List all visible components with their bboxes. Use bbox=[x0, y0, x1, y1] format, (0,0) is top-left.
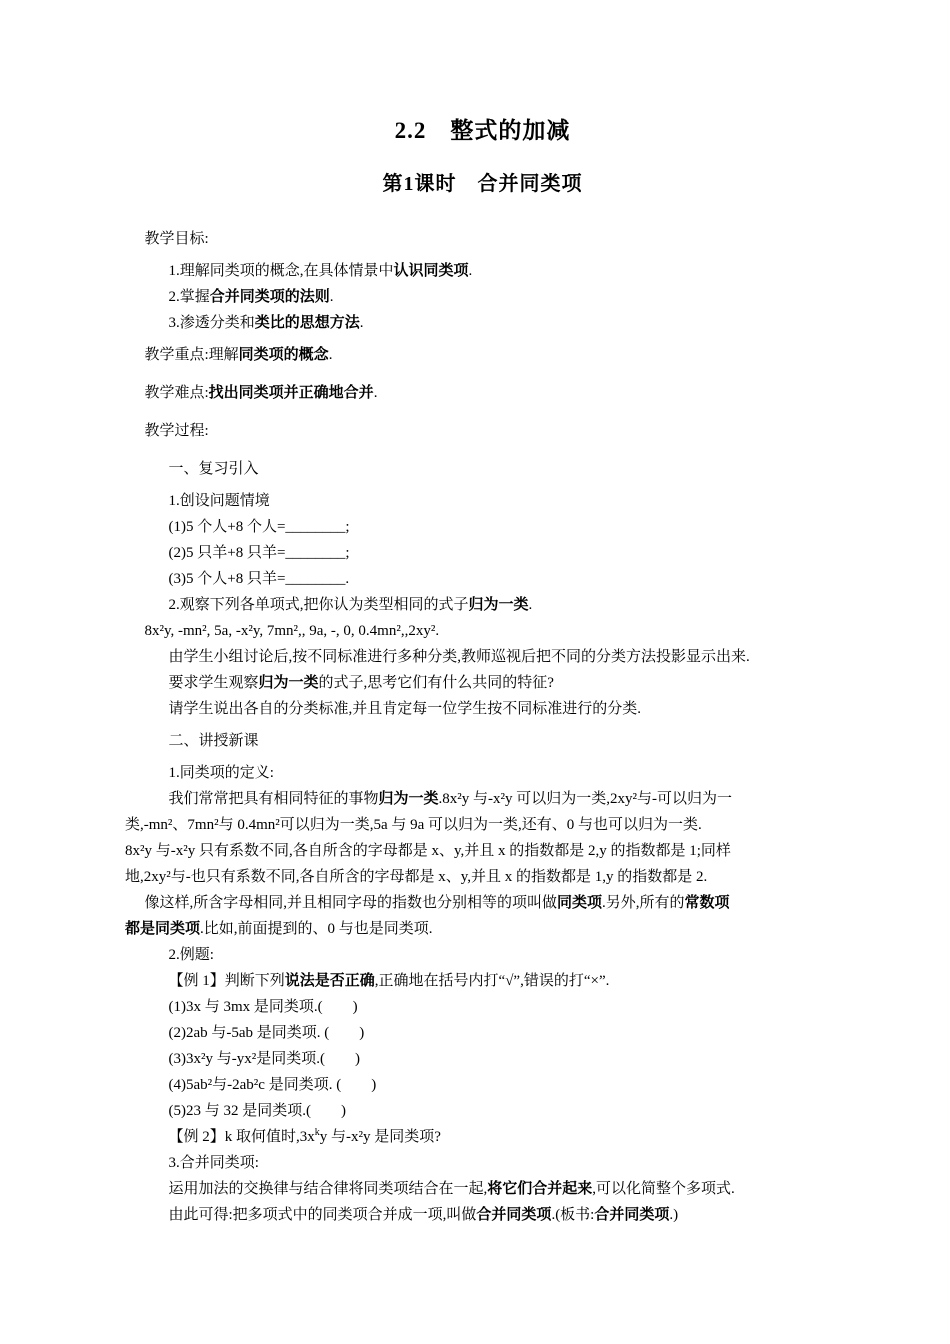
paragraph bbox=[125, 838, 840, 864]
paragraph bbox=[125, 890, 840, 916]
text-run: .8x²y 与-x²y 可以归为一类,2xy²与-可以归为一 bbox=[438, 791, 733, 807]
text-run: 运用加法的交换律与结合律将同类项结合在一起, bbox=[168, 1181, 488, 1197]
paragraph bbox=[125, 226, 840, 252]
text-run: 2.掌握 bbox=[168, 289, 210, 305]
paragraph bbox=[125, 968, 840, 994]
paragraph bbox=[125, 786, 840, 812]
text-run: ,正确地在括号内打“√”,错误的打“×”. bbox=[374, 973, 610, 989]
text-run: 的式子,思考它们有什么共同的特征? bbox=[318, 675, 554, 691]
text-run: . bbox=[468, 263, 473, 279]
text-run: 类,-mn²、7mn²与 0.4mn²可以归为一类,5a 与 9a 可以归为一类,还有、0 与也可以归为一类. bbox=[125, 817, 702, 833]
text-run: 将它们合并起来 bbox=[487, 1181, 593, 1197]
text-run: 【例 1】判断下列 bbox=[168, 973, 285, 989]
text-run: 归为一类 bbox=[468, 597, 529, 613]
text-run: 归为一类 bbox=[378, 791, 439, 807]
text-run: 1.同类项的定义: bbox=[168, 765, 274, 781]
paragraph bbox=[125, 1150, 840, 1176]
paragraph bbox=[125, 566, 840, 592]
text-run: 1.创设问题情境 bbox=[168, 493, 270, 509]
paragraph bbox=[125, 864, 840, 890]
text-run: 教学难点: bbox=[144, 385, 209, 401]
text-run: 3.合并同类项: bbox=[168, 1155, 259, 1171]
text-run: 归为一类 bbox=[258, 675, 319, 691]
text-run: .(板书: bbox=[551, 1207, 595, 1223]
paragraph bbox=[125, 696, 840, 722]
paragraph bbox=[125, 592, 840, 618]
text-run: 3.渗透分类和 bbox=[168, 315, 255, 331]
text-run: 同类项 bbox=[557, 895, 603, 911]
paragraph bbox=[125, 488, 840, 514]
text-run: .另外,所有的 bbox=[602, 895, 685, 911]
text-run: 一、复习引入 bbox=[168, 461, 259, 477]
text-run: .) bbox=[669, 1207, 679, 1223]
text-run: 二、讲授新课 bbox=[168, 733, 259, 749]
paragraph bbox=[125, 310, 840, 336]
text-run: 要求学生观察 bbox=[168, 675, 259, 691]
text-run: 【例 2】k 取何值时,3x bbox=[168, 1129, 315, 1145]
paragraph bbox=[125, 618, 840, 644]
text-run: (2)2ab 与-5ab 是同类项. ( ) bbox=[168, 1025, 365, 1041]
text-run: (1)5 个人+8 个人=________; bbox=[168, 519, 350, 535]
paragraph bbox=[125, 670, 840, 696]
text-run: k bbox=[314, 1127, 320, 1138]
paragraph bbox=[125, 728, 840, 754]
text-run: . bbox=[328, 347, 333, 363]
paragraph bbox=[125, 644, 840, 670]
text-run: 都是同类项 bbox=[125, 921, 201, 937]
document-title: 2.2 整式的加减 bbox=[394, 118, 571, 143]
text-run: (3)3x²y 与-yx²是同类项.( ) bbox=[168, 1051, 360, 1067]
text-run: 地,2xy²与-也只有系数不同,各自所含的字母都是 x、y,并且 x 的指数都是 1,y 的指数都是 2. bbox=[125, 869, 708, 885]
text-run: 由学生小组讨论后,按不同标准进行多种分类,教师巡视后把不同的分类方法投影显示出来. bbox=[168, 649, 750, 665]
paragraph bbox=[125, 812, 840, 838]
text-run: 2.例题: bbox=[168, 947, 214, 963]
text-run: 找出同类项并正确地合并 bbox=[208, 385, 374, 401]
text-run: 合并同类项的法则 bbox=[209, 289, 330, 305]
text-run: (5)23 与 32 是同类项.( ) bbox=[168, 1103, 346, 1119]
text-run: (2)5 只羊+8 只羊=________; bbox=[168, 545, 350, 561]
paragraph bbox=[125, 540, 840, 566]
text-run: 2.观察下列各单项式,把你认为类型相同的式子 bbox=[168, 597, 469, 613]
text-run: (1)3x 与 3mx 是同类项.( ) bbox=[168, 999, 358, 1015]
text-run: 合并同类项 bbox=[594, 1207, 670, 1223]
text-run: 8x²y, -mn², 5a, -x²y, 7mn²,, 9a, -, 0, 0.4mn²,,2xy². bbox=[144, 623, 440, 639]
text-run: 8x²y 与-x²y 只有系数不同,各自所含的字母都是 x、y,并且 x 的指数都是 2,y 的指数都是 1;同样 bbox=[125, 843, 731, 859]
text-run: 1.理解同类项的概念,在具体情景中 bbox=[168, 263, 394, 279]
paragraph bbox=[125, 456, 840, 482]
text-run: 合并同类项 bbox=[476, 1207, 552, 1223]
text-run: 教学目标: bbox=[144, 231, 209, 247]
paragraph bbox=[125, 994, 840, 1020]
document-subtitle: 第1课时 合并同类项 bbox=[382, 173, 583, 195]
text-run: (4)5ab²与-2ab²c 是同类项. ( ) bbox=[168, 1077, 377, 1093]
text-run: 常数项 bbox=[684, 895, 730, 911]
text-run: . bbox=[359, 315, 364, 331]
paragraph bbox=[125, 1046, 840, 1072]
text-run: ,可以化简整个多项式. bbox=[592, 1181, 735, 1197]
paragraph bbox=[125, 1072, 840, 1098]
text-run: 像这样,所含字母相同,并且相同字母的指数也分别相等的项叫做 bbox=[144, 895, 558, 911]
paragraph bbox=[125, 942, 840, 968]
paragraph bbox=[125, 1202, 840, 1228]
paragraph bbox=[125, 1098, 840, 1124]
paragraph bbox=[125, 514, 840, 540]
text-run: 请学生说出各自的分类标准,并且肯定每一位学生按不同标准进行的分类. bbox=[168, 701, 642, 717]
text-run: . bbox=[329, 289, 334, 305]
text-run: 由此可得:把多项式中的同类项合并成一项,叫做 bbox=[168, 1207, 477, 1223]
paragraph bbox=[125, 1020, 840, 1046]
text-run: . bbox=[528, 597, 533, 613]
paragraph bbox=[125, 760, 840, 786]
paragraph bbox=[125, 380, 840, 406]
paragraph bbox=[125, 342, 840, 368]
text-run: 教学过程: bbox=[144, 423, 209, 439]
text-run: 说法是否正确 bbox=[284, 973, 375, 989]
text-run: (3)5 个人+8 只羊=________. bbox=[168, 571, 350, 587]
text-run: 我们常常把具有相同特征的事物 bbox=[168, 791, 379, 807]
text-run: 类比的思想方法 bbox=[254, 315, 360, 331]
paragraph bbox=[125, 1124, 840, 1150]
document-body bbox=[125, 226, 840, 1228]
paragraph bbox=[125, 284, 840, 310]
text-run: 教学重点:理解 bbox=[144, 347, 239, 363]
text-run: . bbox=[373, 385, 378, 401]
text-run: .比如,前面提到的、0 与也是同类项. bbox=[200, 921, 433, 937]
paragraph bbox=[125, 1176, 840, 1202]
paragraph bbox=[125, 916, 840, 942]
paragraph bbox=[125, 418, 840, 444]
text-run: y 与-x²y 是同类项? bbox=[319, 1129, 441, 1145]
paragraph bbox=[125, 258, 840, 284]
text-run: 认识同类项 bbox=[393, 263, 469, 279]
text-run: 同类项的概念 bbox=[238, 347, 329, 363]
